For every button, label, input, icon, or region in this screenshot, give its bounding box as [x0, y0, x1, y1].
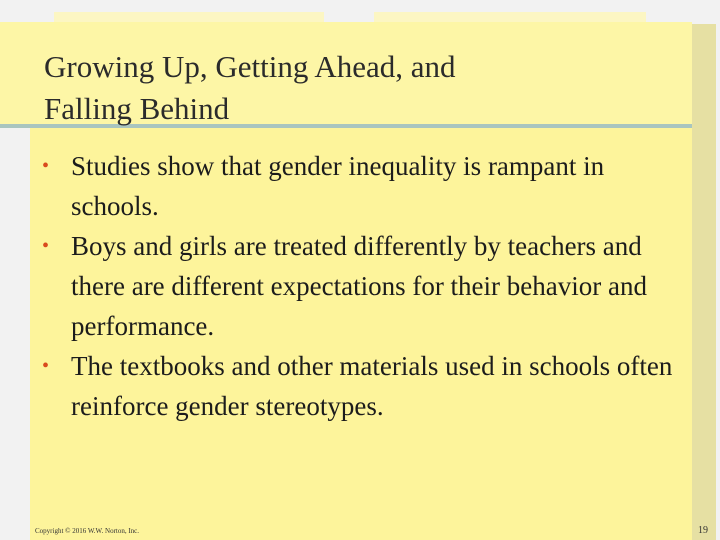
- bullet-text: Studies show that gender inequality is rampant in schools.: [71, 151, 605, 221]
- slide-title: Growing Up, Getting Ahead, and Falling Behind: [44, 49, 456, 126]
- bullet-item: [42, 146, 682, 226]
- bullet-list: [42, 146, 682, 426]
- bullet-text: The textbooks and other materials used in schools often reinforce gender stereotypes.: [71, 351, 673, 421]
- bullet-marker-icon: •: [42, 155, 50, 177]
- bullet-marker-icon: •: [42, 235, 50, 257]
- bullet-marker-icon: •: [42, 355, 50, 377]
- bullet-text: Boys and girls are treated differently by teachers and there are different expectations for their behavior and performance.: [71, 231, 647, 341]
- copyright-notice: Copyright © 2016 W.W. Norton, Inc.: [35, 527, 140, 535]
- bullet-item: [42, 346, 682, 426]
- bullet-item: [42, 226, 682, 346]
- page-number: 19: [698, 525, 708, 536]
